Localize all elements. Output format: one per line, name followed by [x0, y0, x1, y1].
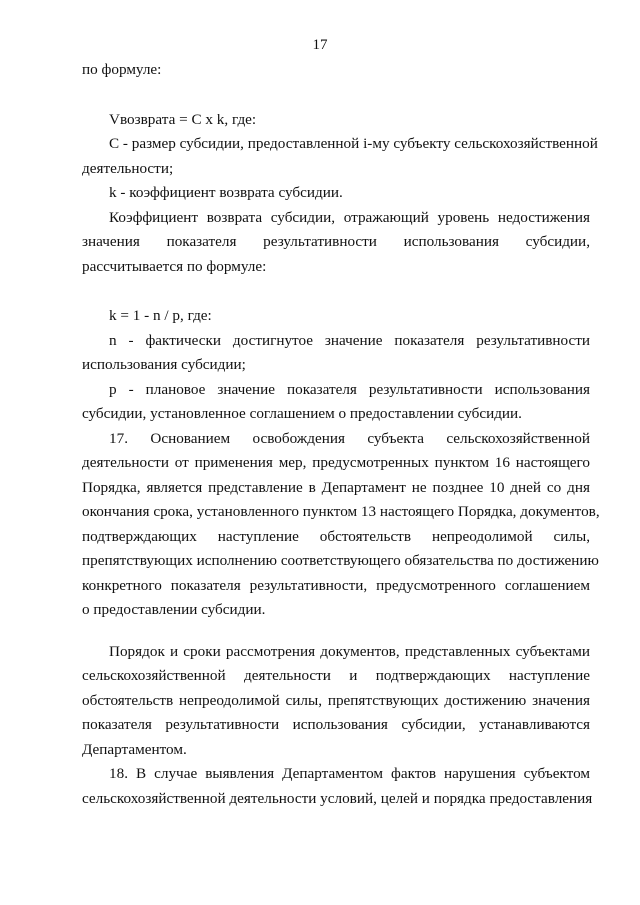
text-line: 17. Основанием освобождения субъекта сельскохозяйственной [109, 429, 590, 447]
text-line: p - плановое значение показателя результативности использования [109, 380, 590, 398]
text-line: сельскохозяйственной деятельности условий, целей и порядка предоставления [82, 789, 593, 807]
formula-line: k = 1 - n / p, где: [109, 307, 212, 324]
text-line: n - фактически достигнутое значение показателя результативности [109, 331, 590, 349]
text-line: C - размер субсидии, предоставленной i-му субъекту сельскохозяйственной [109, 135, 598, 152]
text-line: Порядка, является представление в Департамент не позднее 10 дней со дня [82, 478, 590, 496]
text-line: подтверждающих наступление обстоятельств непреодолимой силы, [82, 527, 590, 545]
text-line: показателя результативности использования субсидии, устанавливаются [82, 716, 590, 733]
text-line: окончания срока, установленного пунктом 13 настоящего Порядка, документов, [82, 503, 600, 520]
text-line: препятствующих исполнению соответствующего обязательства по достижению [82, 552, 599, 569]
spacer [82, 83, 590, 108]
text-line: деятельности от применения мер, предусмотренных пунктом 16 настоящего [82, 454, 590, 471]
text-line: Коэффициент возврата субсидии, отражающий уровень недостижения [109, 208, 590, 226]
text-line: Департаментом. [82, 740, 187, 758]
text-line: использования субсидии; [82, 356, 246, 373]
text-line: деятельности; [82, 159, 174, 177]
text-line: Порядок и сроки рассмотрения документов, представленных субъектами [109, 642, 590, 660]
text-line: k - коэффициент возврата субсидии. [109, 184, 343, 201]
text-line: сельскохозяйственной деятельности и подтверждающих наступление [82, 667, 590, 684]
text-line: конкретного показателя результативности, предусмотренного соглашением [82, 576, 590, 594]
page-number: 17 [312, 37, 328, 53]
text-line: субсидии, установленное соглашением о предоставлении субсидии. [82, 405, 522, 422]
text-line: рассчитывается по формуле: [82, 257, 267, 275]
spacer [82, 623, 590, 640]
text-line: по формуле: [82, 61, 162, 78]
text-line: о предоставлении субсидии. [82, 601, 266, 618]
text-line: 18. В случае выявления Департаментом фактов нарушения субъектом [109, 765, 590, 782]
document-body [82, 58, 600, 811]
text-line: значения показателя результативности использования субсидии, [82, 233, 590, 250]
spacer [82, 279, 590, 304]
text-line: обстоятельств непреодолимой силы, препятствующих достижению значения [82, 691, 590, 709]
formula-line: Vвозврата = C x k, где: [109, 110, 257, 128]
